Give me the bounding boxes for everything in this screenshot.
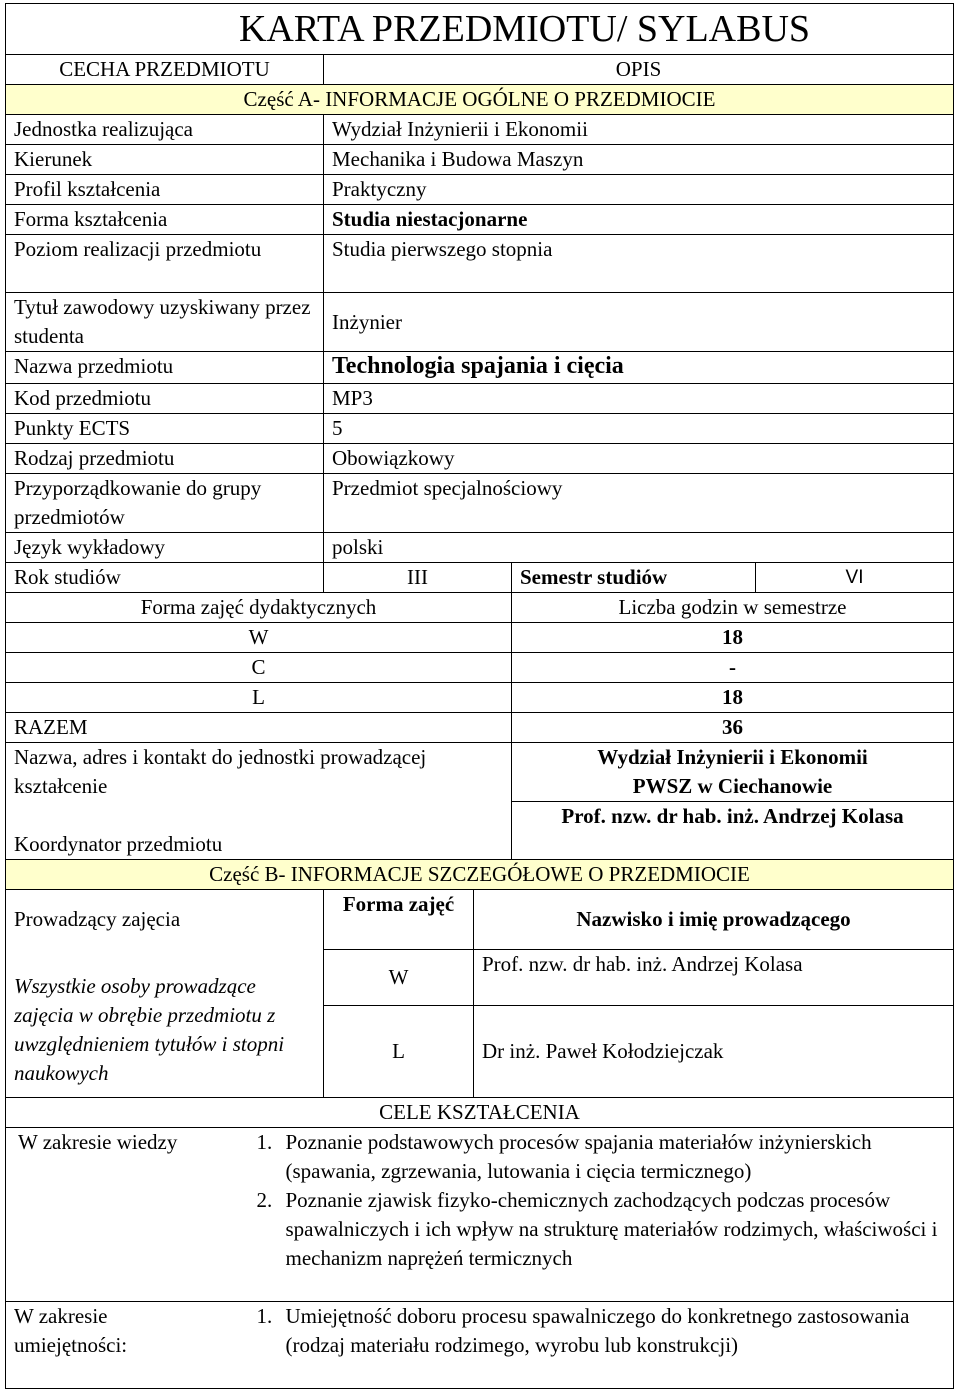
coordinator-label: Koordynator przedmiotu: [6, 802, 512, 860]
form-type: L: [6, 683, 512, 713]
row-label: Kod przedmiotu: [6, 384, 324, 414]
knowledge-item: 1. Poznanie podstawowych procesów spajania materiałów inżynierskich (spawania, zgrzewania, lutowania i cięcia termicznego): [278, 1128, 946, 1186]
knowledge-item: 2. Poznanie zjawisk fizyko-chemicznych zachodzących podczas procesów spawalniczych i ich wpływ na strukturę materiałów rodzimych, właściwości i mechanizm naprężeń termicznych: [278, 1186, 946, 1273]
year-label: Rok studiów: [6, 563, 324, 593]
col-feature-header: CECHA PRZEDMIOTU: [6, 55, 324, 85]
row-label: Nazwa przedmiotu: [6, 352, 324, 384]
teacher-name: Dr inż. Paweł Kołodziejczak: [474, 1006, 954, 1098]
coordinator-value: Prof. nzw. dr hab. inż. Andrzej Kolasa: [512, 802, 954, 860]
row-label: Forma kształcenia: [6, 205, 324, 235]
goals-heading: CELE KSZTAŁCENIA: [6, 1098, 954, 1128]
form-hours: 18: [512, 683, 954, 713]
syllabus-table: [5, 3, 954, 1389]
row-value: Wydział Inżynierii i Ekonomii: [324, 115, 954, 145]
form-header: Forma zajęć: [324, 890, 474, 950]
teacher-name: Prof. nzw. dr hab. inż. Andrzej Kolasa: [474, 950, 954, 1006]
teachers-note: Wszystkie osoby prowadzące zajęcia w obrębie przedmiotu z uwzględnieniem tytułów i stopni naukowych: [6, 950, 324, 1098]
unit-label: Nazwa, adres i kontakt do jednostki prowadzącej kształcenie: [6, 743, 512, 802]
row-value: Mechanika i Budowa Maszyn: [324, 145, 954, 175]
row-value: Obowiązkowy: [324, 444, 954, 474]
row-label: Przyporządkowanie do grupy przedmiotów: [6, 474, 324, 533]
row-value: Studia pierwszego stopnia: [324, 235, 954, 293]
unit-value-line1: Wydział Inżynierii i Ekonomii: [597, 745, 868, 769]
teacher-form: W: [324, 950, 474, 1006]
row-label: Poziom realizacji przedmiotu: [6, 235, 324, 293]
row-value: 5: [324, 414, 954, 444]
skills-label: W zakresie umiejętności:: [6, 1302, 234, 1389]
syllabus-page: [5, 3, 953, 1389]
forms-header: Forma zajęć dydaktycznych: [6, 593, 512, 623]
row-value: Przedmiot specjalnościowy: [324, 474, 954, 533]
row-label: Język wykładowy: [6, 533, 324, 563]
row-label: Profil kształcenia: [6, 175, 324, 205]
teacher-form: L: [324, 1006, 474, 1098]
document-title: KARTA PRZEDMIOTU/ SYLABUS: [6, 4, 954, 55]
row-value: MP3: [324, 384, 954, 414]
hours-header: Liczba godzin w semestrze: [512, 593, 954, 623]
knowledge-label: W zakresie wiedzy: [6, 1128, 234, 1302]
form-hours: 18: [512, 623, 954, 653]
row-value: Praktyczny: [324, 175, 954, 205]
row-label: Jednostka realizująca: [6, 115, 324, 145]
total-label: RAZEM: [6, 713, 512, 743]
skills-item: 1. Umiejętność doboru procesu spawalniczego do konkretnego zastosowania (rodzaj materiału rodzimego, wyrobu lub konstrukcji): [278, 1302, 946, 1360]
form-hours: -: [512, 653, 954, 683]
unit-value: [512, 743, 954, 802]
row-label: Kierunek: [6, 145, 324, 175]
form-type: C: [6, 653, 512, 683]
part-a-heading: Część A- INFORMACJE OGÓLNE O PRZEDMIOCIE: [6, 85, 954, 115]
name-header: Nazwisko i imię prowadzącego: [474, 890, 954, 950]
part-b-heading: Część B- INFORMACJE SZCZEGÓŁOWE O PRZEDMIOCIE: [6, 860, 954, 890]
row-value: Studia niestacjonarne: [324, 205, 954, 235]
row-value: Inżynier: [324, 293, 954, 352]
col-desc-header: OPIS: [324, 55, 954, 85]
unit-value-line2: PWSZ w Ciechanowie: [632, 774, 833, 798]
knowledge-goals: [234, 1128, 954, 1302]
teachers-label: Prowadzący zajęcia: [6, 890, 324, 950]
row-label: Rodzaj przedmiotu: [6, 444, 324, 474]
form-type: W: [6, 623, 512, 653]
year-value: III: [324, 563, 512, 593]
row-label: Punkty ECTS: [6, 414, 324, 444]
subject-name: Technologia spajania i cięcia: [324, 352, 954, 384]
semester-label: Semestr studiów: [512, 563, 756, 593]
semester-value: VI: [756, 563, 954, 593]
row-label: Tytuł zawodowy uzyskiwany przez studenta: [6, 293, 324, 352]
skills-goals: [234, 1302, 954, 1389]
total-value: 36: [512, 713, 954, 743]
row-value: polski: [324, 533, 954, 563]
